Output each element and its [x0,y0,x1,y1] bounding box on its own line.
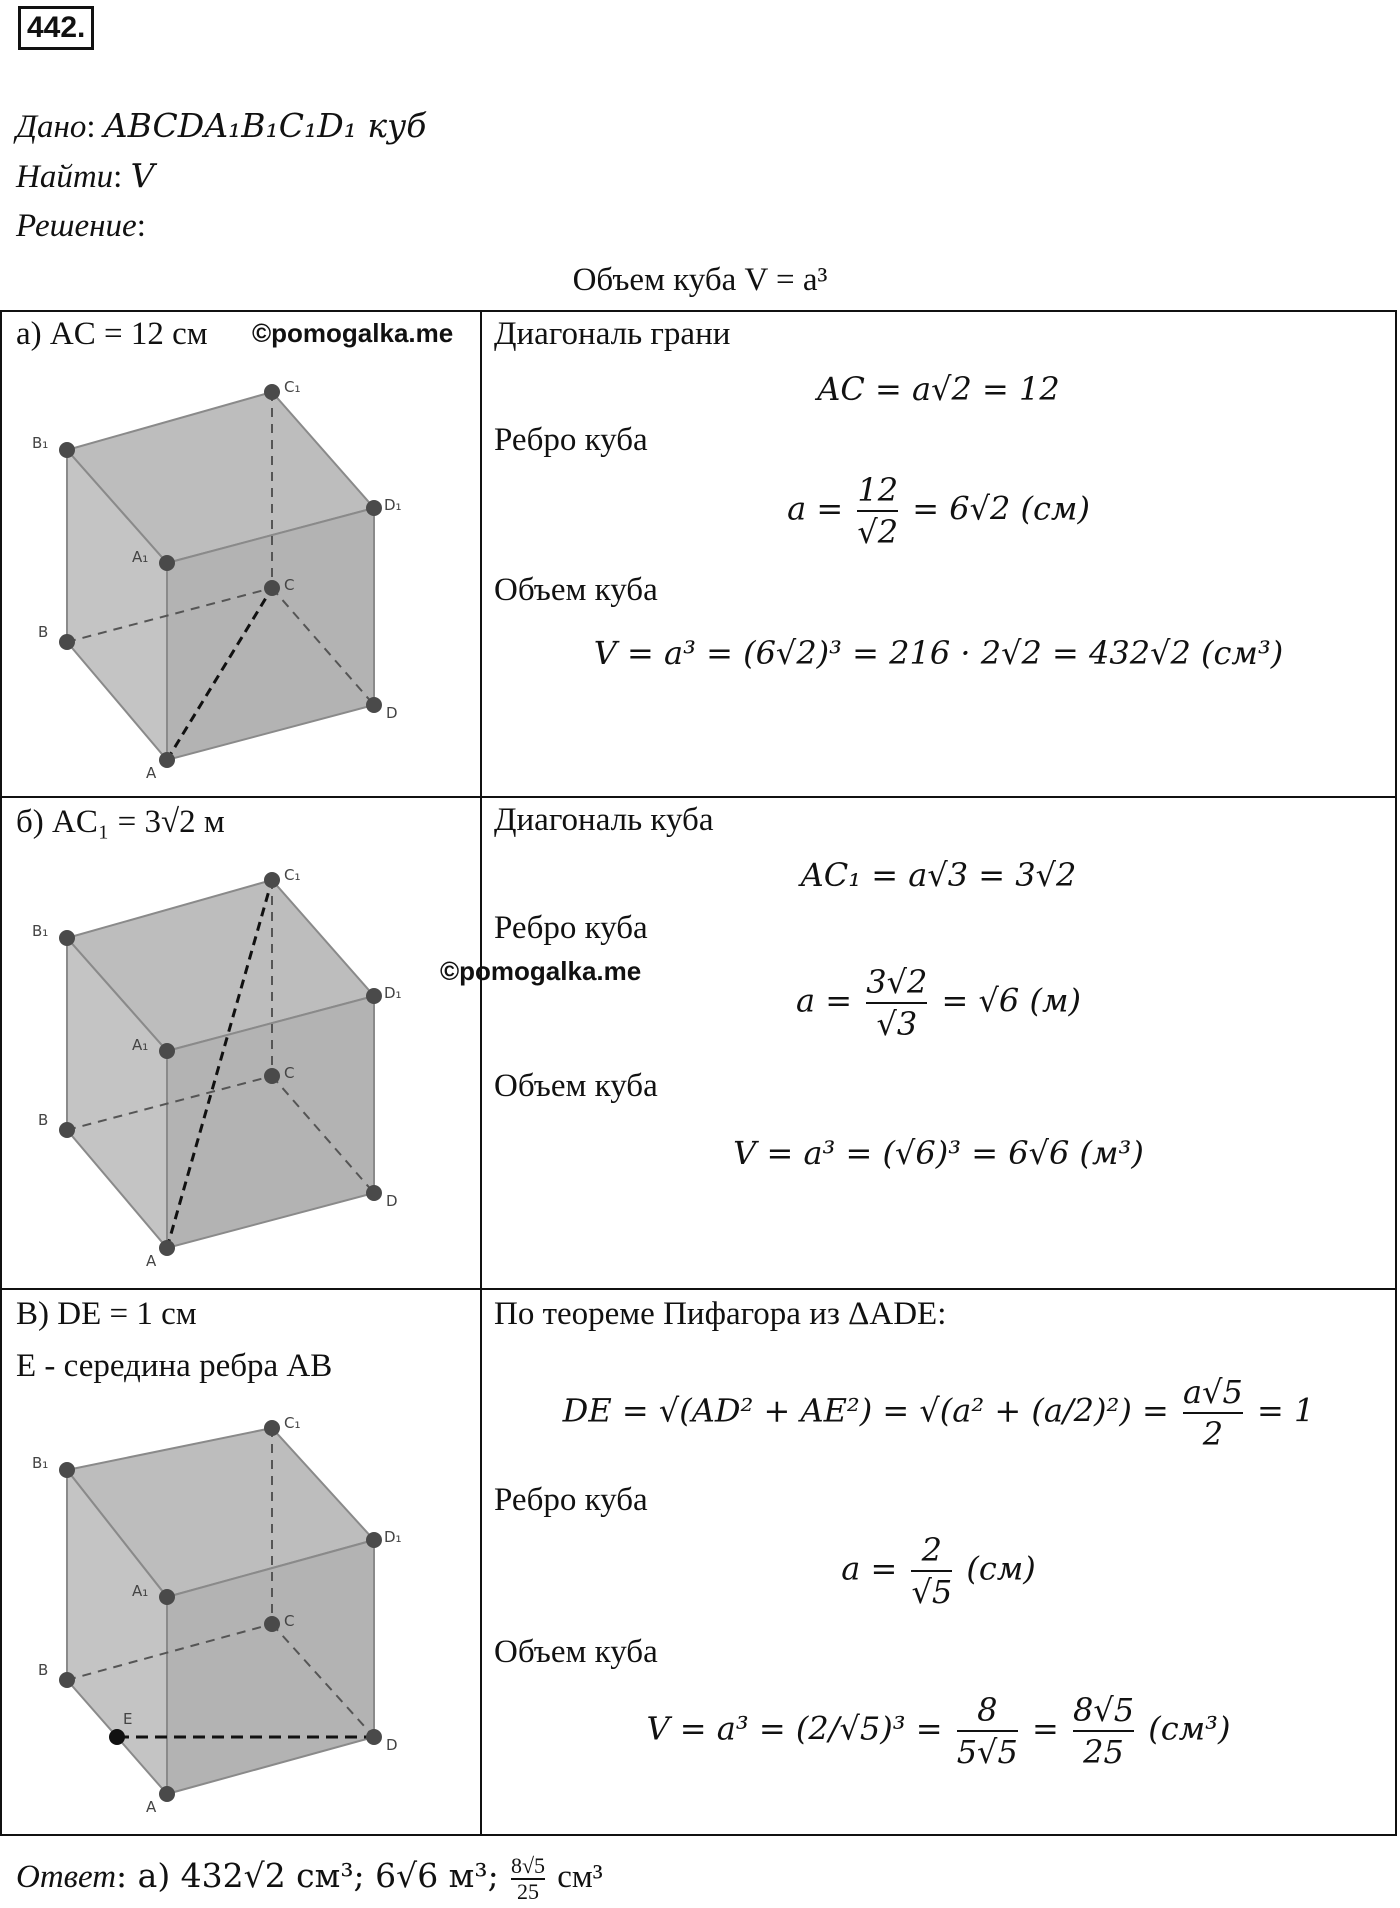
part-b-condition: б) AC₁ = 3√2 м [16,804,225,840]
fraction-denominator: 2 [1202,1415,1224,1453]
label-b: B [38,1111,49,1129]
table-row-divider-2 [0,1288,1397,1290]
fraction-denominator: 5√5 [956,1733,1018,1771]
part-c-step3-suffix: (см³) [1148,1709,1231,1748]
part-c-step2-formula [482,1530,1395,1612]
cube-diagram-c [20,1404,440,1824]
part-a-step2-fraction [857,470,898,552]
problem-number: 442. [18,6,94,50]
fraction-denominator: √5 [911,1573,953,1611]
label-c1: C₁ [284,866,301,884]
answer-line [16,1852,603,1904]
solution-line: Решение: [16,208,146,244]
part-c-step3-fraction-2 [1073,1690,1134,1772]
part-b-step2-suffix: = √6 (м) [941,981,1081,1020]
part-a-step1-formula: AC = a√2 = 12 [817,370,1060,408]
solution-label: Решение [16,208,137,244]
part-a-step1-label: Диагональ грани [494,316,731,352]
cube-diagram-b [20,860,440,1270]
part-c-step3-fraction-1 [957,1690,1018,1772]
answer-label: Ответ [16,1859,117,1895]
find-value: V [130,156,155,195]
part-c-step1-label: По теореме Пифагора из ΔADE: [494,1296,947,1332]
part-b-step2-label: Ребро куба [494,910,648,946]
fraction-numerator: a√5 [1183,1372,1243,1414]
answer-unit: см³ [557,1859,603,1895]
label-a1: A₁ [132,1582,149,1600]
part-c-step1-fraction [1183,1372,1243,1454]
label-a: A [146,764,157,780]
given-line: Дано: ABCDA₁B₁C₁D₁ куб [16,106,427,145]
label-d: D [386,1736,398,1754]
part-c-step3-formula [482,1690,1395,1772]
table-top-border [0,310,1397,312]
label-c: C [284,576,295,594]
table-right-border [1395,310,1397,1836]
answer-text: : а) 432√2 см³; 6√6 м³; [116,1856,499,1895]
fraction-denominator: 25 [516,1879,539,1905]
part-b-step2-formula [482,962,1395,1044]
table-left-border [0,310,2,1836]
label-b: B [38,623,49,641]
part-a-step3-formula: V = a³ = (6√2)³ = 216 · 2√2 = 432√2 (см³) [593,634,1284,672]
fraction-denominator: 25 [1083,1733,1124,1771]
fraction-numerator: 8√5 [510,1853,546,1879]
table-row-divider-1 [0,796,1397,798]
label-e: E [123,1710,133,1728]
main-formula: Объем куба V = a³ [572,262,828,298]
cube-faces [67,392,374,760]
label-a1: A₁ [132,548,149,566]
part-c-step1-prefix: DE = √(AD² + AE²) = √(a² + (a/2)²) = [562,1391,1169,1430]
point-e [109,1729,125,1745]
part-c-step3-label: Объем куба [494,1634,658,1670]
label-c1: C₁ [284,378,301,396]
given-label: Дано [16,109,87,145]
answer-fraction [511,1854,545,1904]
find-label: Найти [16,159,114,195]
part-b-step3-formula: V = a³ = (√6)³ = 6√6 (м³) [733,1134,1144,1172]
part-c-step3-prefix: V = a³ = (2/√5)³ = [646,1709,943,1748]
label-d1: D₁ [384,496,402,514]
part-c-step1-formula [482,1372,1395,1454]
label-b1: B₁ [32,1454,49,1472]
label-c: C [284,1612,295,1630]
fraction-denominator: √2 [857,513,899,551]
label-a1: A₁ [132,1036,149,1054]
part-a-condition: а) AC = 12 см [16,316,208,352]
label-b1: B₁ [32,922,49,940]
cube-faces [67,880,374,1248]
fraction-denominator: √3 [876,1005,918,1043]
part-a-step3-label: Объем куба [494,572,658,608]
cube-diagram-a [20,370,440,780]
fraction-numerator: 2 [911,1530,952,1572]
fraction-numerator: 8√5 [1073,1690,1134,1732]
part-c-step1-suffix: = 1 [1256,1391,1315,1430]
label-b: B [38,1661,49,1679]
part-c-step2-prefix: a = [841,1549,898,1588]
part-c-step2-fraction [911,1530,952,1612]
part-a-step2-suffix: = 6√2 (см) [912,489,1090,528]
label-c: C [284,1064,295,1082]
part-b-step3-label: Объем куба [494,1068,658,1104]
label-d1: D₁ [384,984,402,1002]
table-bottom-border [0,1834,1397,1836]
watermark: ©pomogalka.me [252,318,454,348]
part-a-step2-formula [482,470,1395,552]
watermark-2: ©pomogalka.me [440,956,642,986]
label-c1: C₁ [284,1414,301,1432]
part-b-step1-label: Диагональ куба [494,802,714,838]
part-a-step2-label: Ребро куба [494,422,648,458]
part-a-step2-prefix: a = [787,489,844,528]
find-line: Найти: V [16,156,155,195]
part-c-step2-suffix: (см) [966,1549,1036,1588]
part-b-step2-prefix: a = [796,981,853,1020]
part-c-condition-2: E - середина ребра AB [16,1348,333,1384]
part-b-step2-fraction [866,962,927,1044]
part-c-step2-label: Ребро куба [494,1482,648,1518]
label-b1: B₁ [32,434,49,452]
fraction-numerator: 3√2 [866,962,927,1004]
given-value: ABCDA₁B₁C₁D₁ куб [103,106,427,145]
label-a: A [146,1252,157,1270]
part-b-step1-formula: AC₁ = a√3 = 3√2 [800,856,1077,894]
fraction-numerator: 8 [957,1690,1018,1732]
part-c-step3-equals: = [1031,1709,1059,1748]
label-a: A [146,1798,157,1816]
fraction-numerator: 12 [857,470,898,512]
part-c-condition-1: В) DE = 1 см [16,1296,197,1332]
label-d: D [386,1192,398,1210]
label-d1: D₁ [384,1528,402,1546]
label-d: D [386,704,398,722]
